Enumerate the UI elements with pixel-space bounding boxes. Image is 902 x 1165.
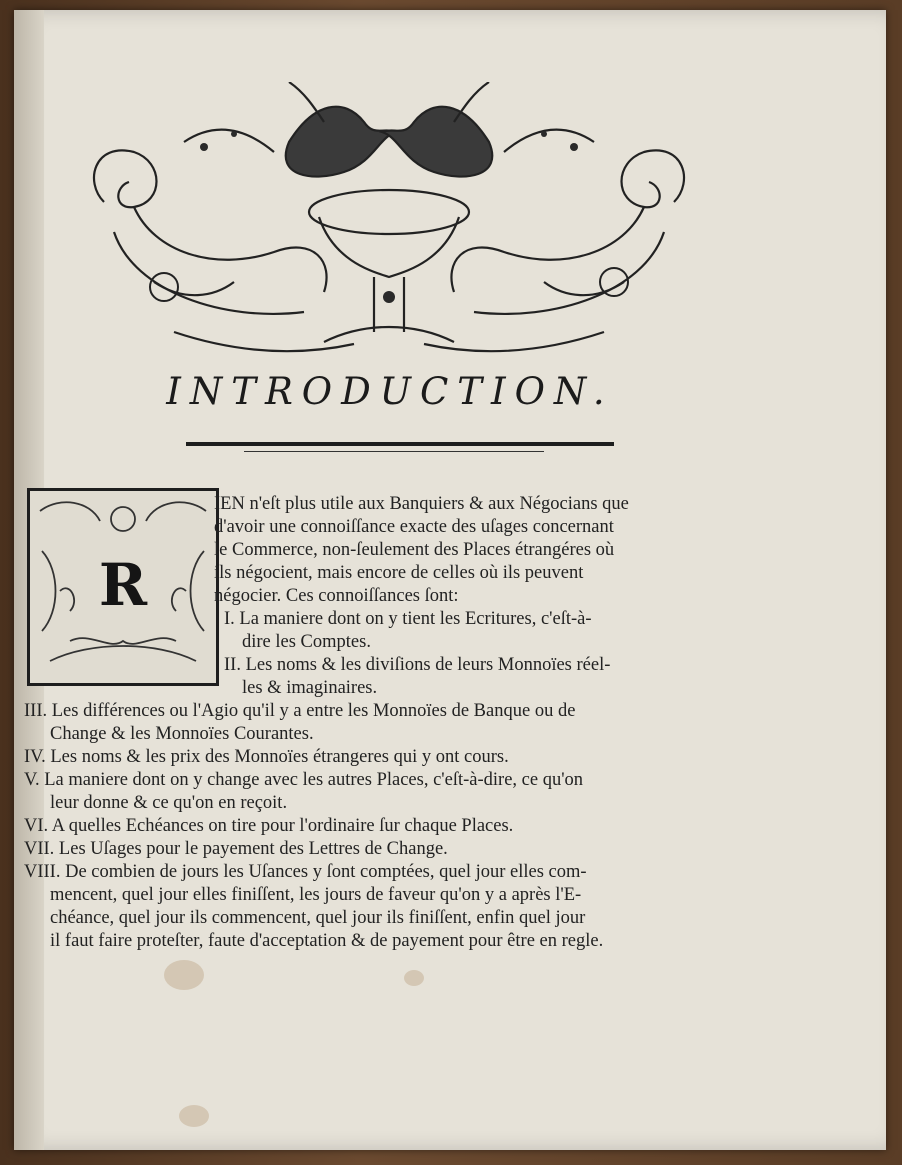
text-line: IV. Les noms & les prix des Monnoïes étrangeres qui y ont cours. [24, 747, 509, 767]
text-line: dire les Comptes. [242, 632, 371, 652]
page-title: INTRODUCTION. [166, 370, 614, 413]
page-title-wrapper [14, 370, 886, 413]
paper-stain [179, 1105, 209, 1127]
text-line: II. Les noms & les diviſions de leurs Monnoïes réel- [224, 655, 611, 675]
text-line: I. La maniere dont on y tient les Ecritures, c'eſt-à- [224, 609, 592, 629]
drop-cap-letter: R [98, 551, 148, 619]
text-line: chéance, quel jour ils commencent, quel jour ils finiſſent, enfin quel jour [50, 908, 586, 928]
text-line: VII. Les Uſages pour le payement des Lettres de Change. [24, 839, 448, 859]
text-line: ils négocient, mais encore de celles où ils peuvent [214, 563, 584, 583]
text-line: III. Les différences ou l'Agio qu'il y a entre les Monnoïes de Banque ou de [24, 701, 576, 721]
text-line: VI. A quelles Echéances on tire pour l'ordinaire ſur chaque Places. [24, 816, 514, 836]
paper-stain [164, 960, 204, 990]
headpiece-ornament [74, 82, 704, 372]
text-line: Change & les Monnoïes Courantes. [50, 724, 314, 744]
title-rule-thin [244, 451, 544, 452]
paper-stain [404, 970, 424, 986]
text-line: il faut faire proteſter, faute d'acceptation & de payement pour être en regle. [50, 931, 604, 951]
text-line: V. La maniere dont on y change avec les autres Places, c'eſt-à-dire, ce qu'on [24, 770, 584, 790]
text-line: VIII. De combien de jours les Uſances y ſont comptées, quel jour elles com- [24, 862, 587, 882]
text-line: négocier. Ces connoiſſances ſont: [214, 586, 459, 606]
text-line: les & imaginaires. [242, 678, 378, 698]
drop-cap-box [27, 488, 219, 686]
text-line: le Commerce, non-ſeulement des Places étrangéres où [214, 540, 615, 560]
title-rule-thick [186, 442, 614, 446]
text-line: leur donne & ce qu'on en reçoit. [50, 793, 288, 813]
text-line: IEN n'eſt plus utile aux Banquiers & aux Négocians que [214, 494, 629, 514]
book-page [14, 10, 886, 1150]
text-line: d'avoir une connoiſſance exacte des uſages concernant [214, 517, 614, 537]
text-line: mencent, quel jour elles finiſſent, les jours de faveur qu'on y a après l'E- [50, 885, 582, 905]
